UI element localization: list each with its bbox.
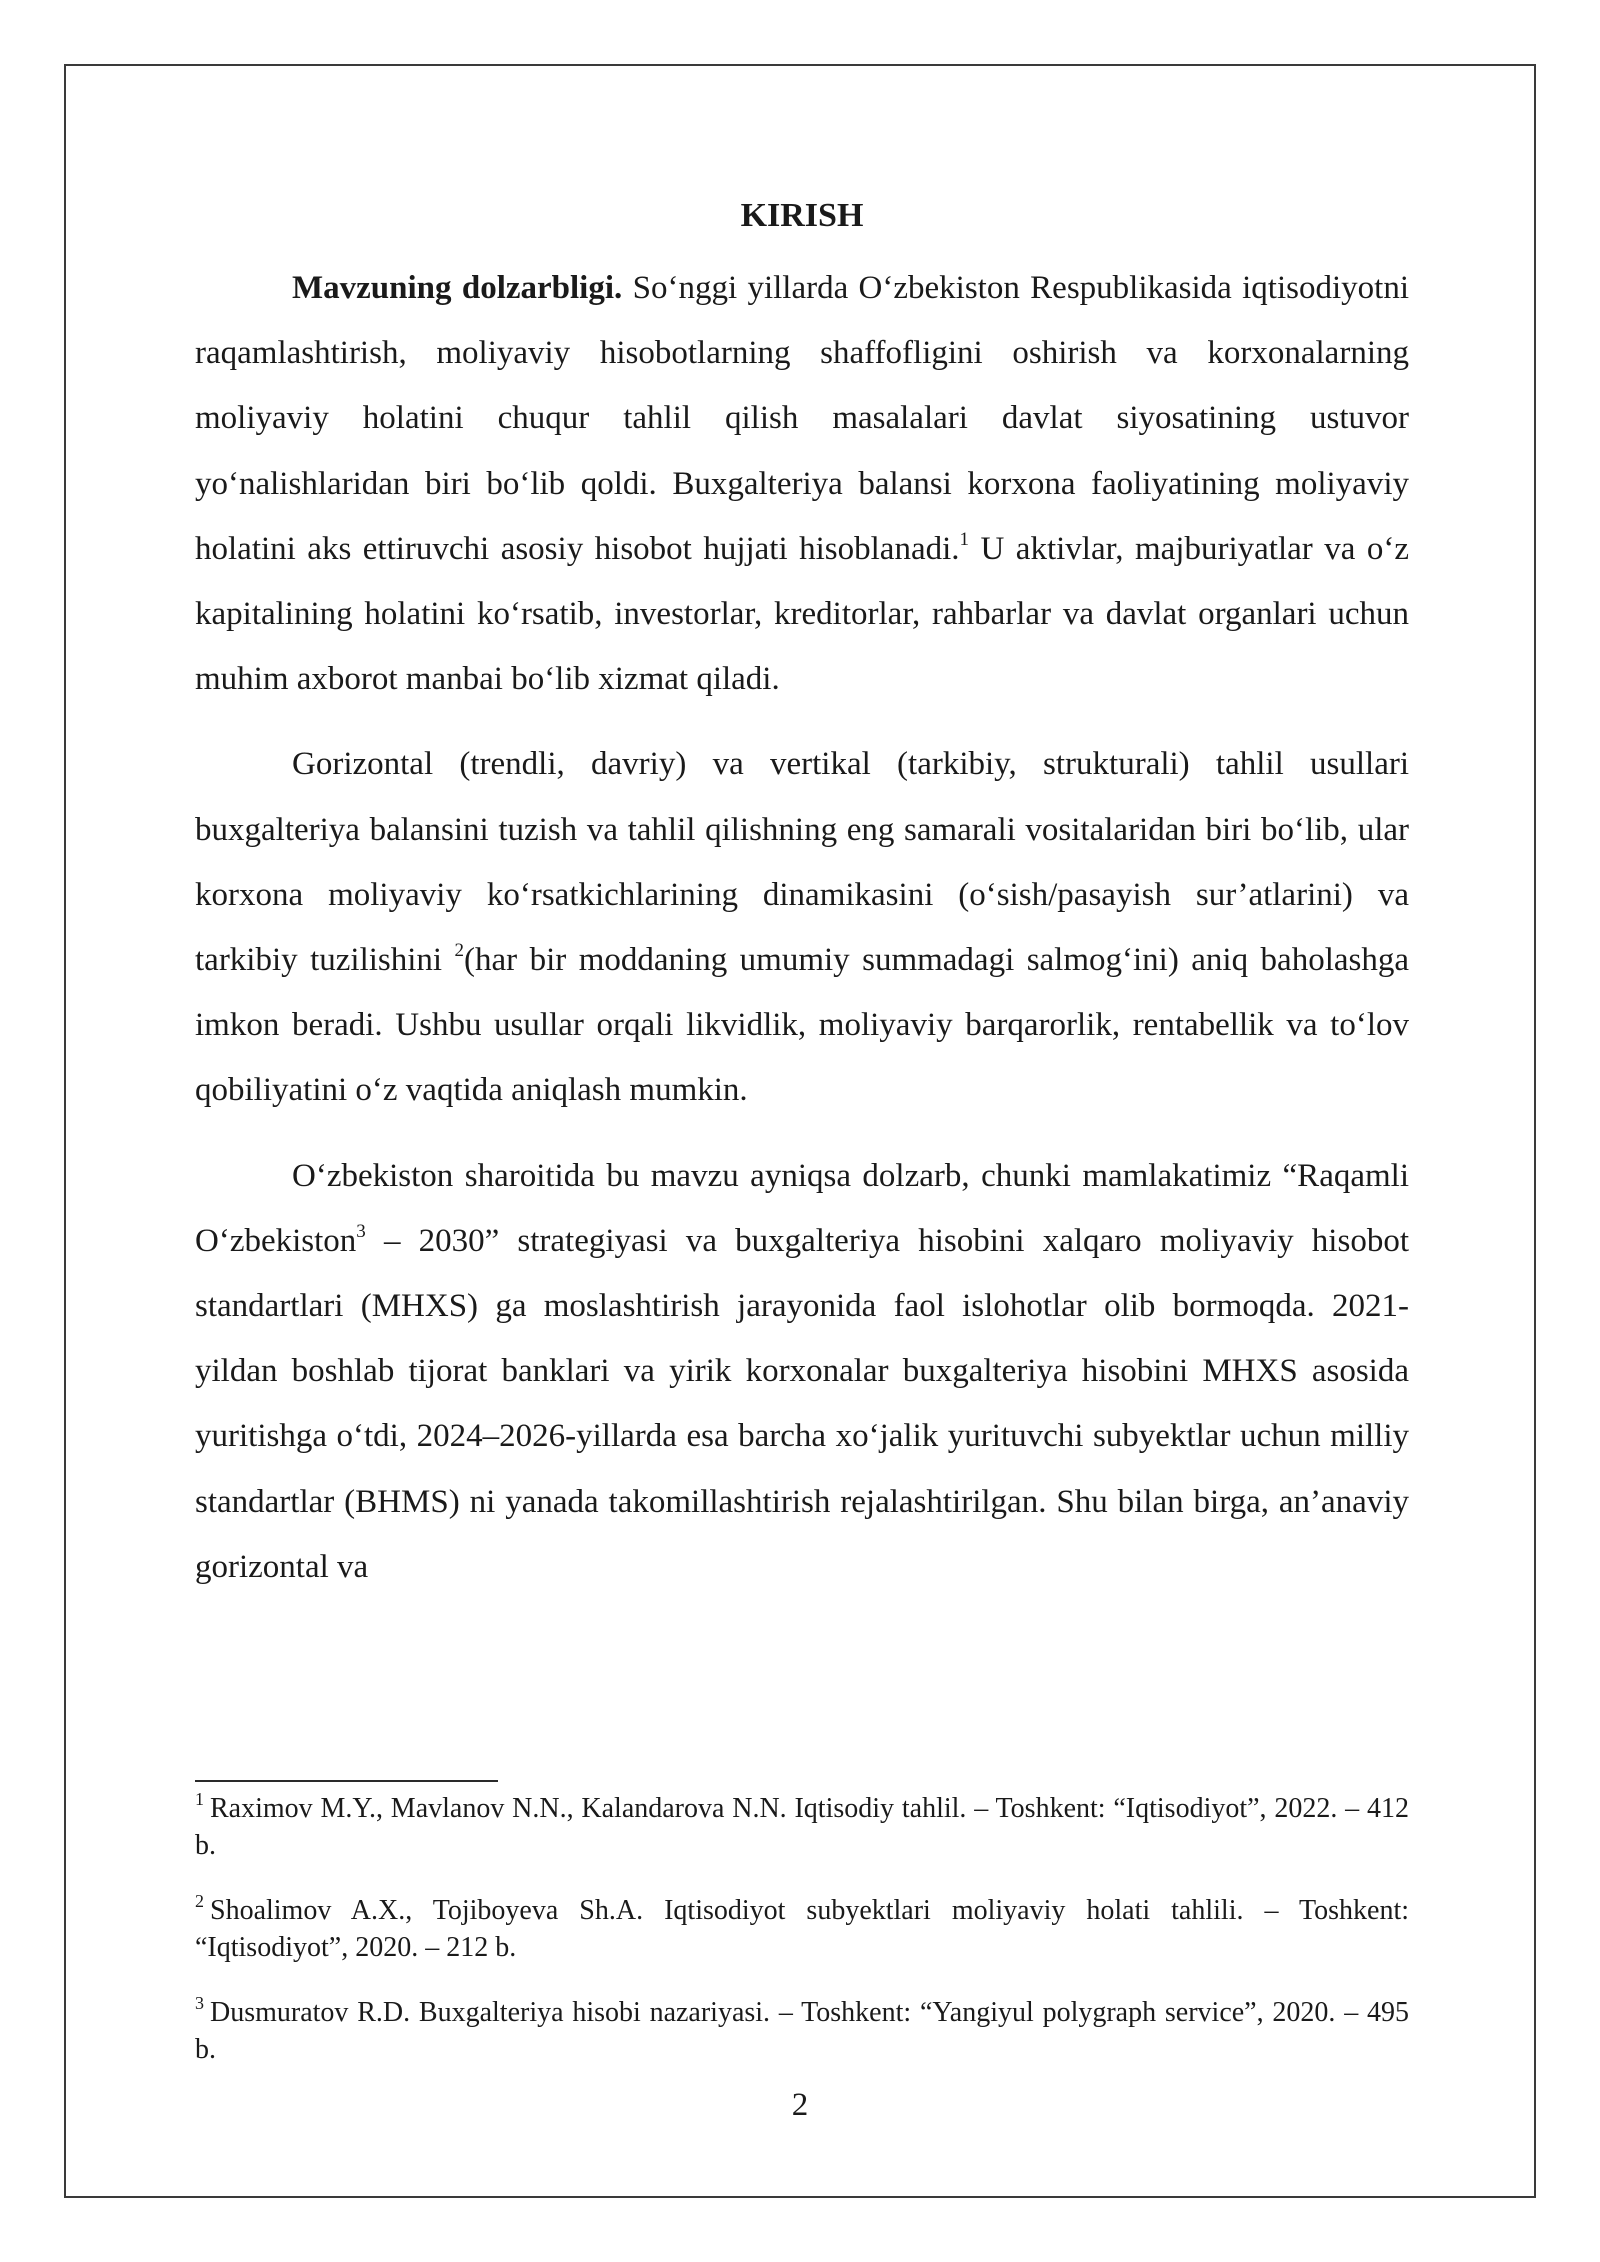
footnote-number: 3: [195, 1993, 204, 2013]
paragraph-text: U aktivlar, majburiyatlar va o‘z kapitalining holatini ko‘rsatib, investorlar, kreditorlar, rahbarlar va davlat organlari uchun muhim axborot manbai bo‘lib xizmat qiladi.: [195, 530, 1409, 698]
paragraph-text: Gorizontal (trendli, davriy) va vertikal (tarkibiy, strukturali) tahlil usullari buxgalteriya balansini tuzish va tahlil qilishning eng samarali vositalaridan biri bo‘lib, ular korxona moliyaviy ko‘rsatkichlarining dinamikasini (o‘sish/pasayish sur’atlarini) va tarkibiy tuzilishini: [195, 746, 1409, 979]
paragraph-uzbekistan-context: [195, 1144, 1409, 1600]
footnote-3: [195, 1994, 1409, 2068]
footnote-ref-2[interactable]: 2: [454, 940, 465, 962]
footnote-text: Dusmuratov R.D. Buxgalteriya hisobi nazariyasi. – Toshkent: “Yangiyul polygraph service”, 2020. – 495 b.: [195, 1997, 1409, 2065]
paragraph-text: – 2030” strategiyasi va buxgalteriya hisobini xalqaro moliyaviy hisobot standartlari (MHXS) ga moslashtirish jarayonida faol islohotlar olib bormoqda. 2021-yildan boshlab tijorat banklari va yirik korxonalar buxgalteriya hisobini MHXS asosida yuritishga o‘tdi, 2024–2026-yillarda esa barcha xo‘jalik yurituvchi subyektlar uchun milliy standartlar (BHMS) ni yanada takomillashtirish rejalashtirilgan. Shu bilan birga, an’anaviy gorizontal va: [195, 1222, 1409, 1585]
footnote-number: 2: [195, 1891, 204, 1911]
footnotes: [195, 1790, 1409, 2096]
paragraph-methods: [195, 732, 1409, 1123]
footnote-number: 1: [195, 1789, 204, 1809]
footnote-separator: [195, 1780, 498, 1782]
page-number: 2: [791, 2087, 809, 2123]
document-body: [195, 190, 1409, 1620]
paragraph-text: So‘nggi yillarda O‘zbekiston Respublikasida iqtisodiyotni raqamlashtirish, moliyaviy hisobotlarning shaffofligini oshirish va korxonalarning moliyaviy holatini chuqur tahlil qilish masalalari davlat siyosatining ustuvor yo‘nalishlaridan biri bo‘lib qoldi. Buxgalteriya balansi korxona faoliyatining moliyaviy holatini aks ettiruvchi asosiy hisobot hujjati hisoblanadi.: [195, 270, 1409, 567]
footnote-ref-3[interactable]: 3: [356, 1220, 366, 1242]
footnote-2: [195, 1892, 1409, 1966]
section-heading: KIRISH: [740, 197, 864, 234]
footnote-text: Raximov M.Y., Mavlanov N.N., Kalandarova N.N. Iqtisodiy tahlil. – Toshkent: “Iqtisodiyot”, 2022. – 412 b.: [195, 1793, 1409, 1861]
paragraph-lead: Mavzuning dolzarbligi.: [292, 270, 623, 306]
paragraph-text: (har bir moddaning umumiy summadagi salmog‘ini) aniq baholashga imkon beradi. Ushbu usullar orqali likvidlik, moliyaviy barqarorlik, rentabellik va to‘lov qobiliyatini o‘z vaqtida aniqlash mumkin.: [195, 942, 1409, 1109]
footnote-ref-1[interactable]: 1: [959, 528, 970, 550]
paragraph-text: O‘zbekiston sharoitida bu mavzu ayniqsa dolzarb, chunki mamlakatimiz “Raqamli O‘zbekiston: [195, 1157, 1409, 1259]
footnote-1: [195, 1790, 1409, 1864]
footnote-text: Shoalimov A.X., Tojiboyeva Sh.A. Iqtisodiyot subyektlari moliyaviy holati tahlili. – Toshkent: “Iqtisodiyot”, 2020. – 212 b.: [195, 1895, 1409, 1963]
paragraph-relevance: [195, 256, 1409, 712]
